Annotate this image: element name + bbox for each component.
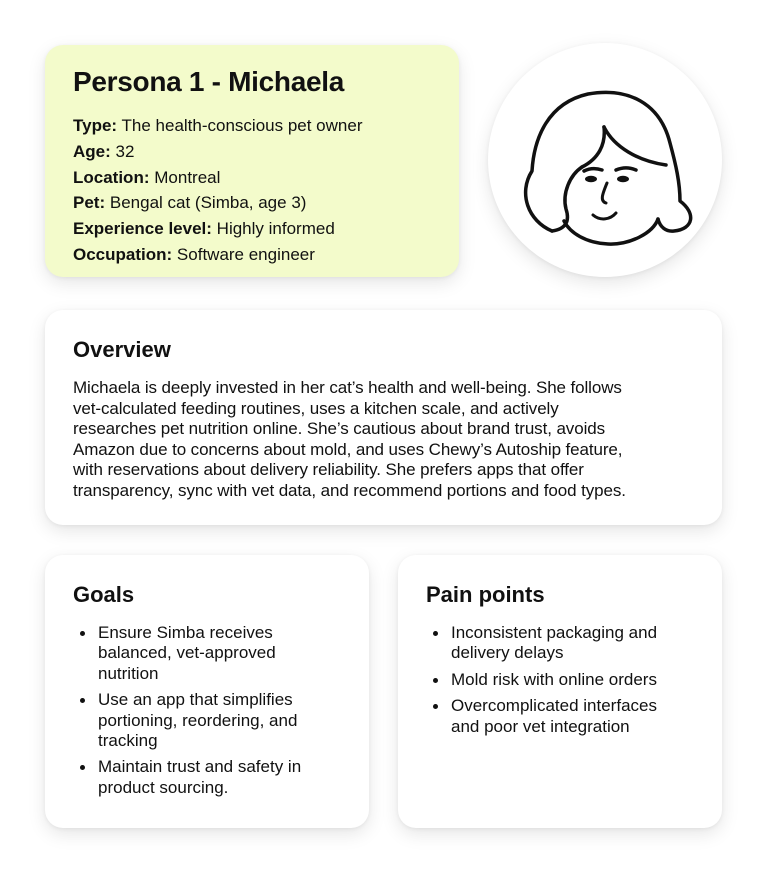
overview-title: Overview xyxy=(73,337,171,362)
bullet-icon xyxy=(433,631,438,636)
overview-line: Michaela is deeply invested in her cat’s health and well-being. She follows xyxy=(73,378,622,397)
list-item: Ensure Simba receives balanced, vet-approved nutrition xyxy=(98,623,341,684)
field-value: Bengal cat (Simba, age 3) xyxy=(109,193,307,213)
pain-points-title: Pain points xyxy=(426,582,545,607)
goals-title: Goals xyxy=(73,582,135,607)
persona-field-experience: Experience level: Highly informed xyxy=(73,219,335,239)
field-label: Age xyxy=(73,141,106,161)
overview-line: transparency, sync with vet data, and recommend portions and food types. xyxy=(73,480,626,500)
overview-line: vet-calculated feeding routines, uses a kitchen scale, and actively xyxy=(73,398,559,418)
goals-list xyxy=(73,623,341,798)
persona-field-age: Age: 32 xyxy=(73,141,135,161)
goals-card xyxy=(45,555,369,828)
persona-field-occupation: Occupation: Software engineer xyxy=(73,244,315,264)
overview-line: Amazon due to concerns about mold, and uses Chewy’s Autoship feature, xyxy=(73,439,623,459)
list-item: Inconsistent packaging and delivery delays xyxy=(451,623,694,664)
list-item: Mold risk with online orders xyxy=(451,670,694,690)
list-item: Use an app that simplifies portioning, reordering, and tracking xyxy=(98,690,341,751)
persona-card xyxy=(45,45,459,277)
bullet-icon xyxy=(80,765,85,770)
bullet-icon xyxy=(80,698,85,703)
field-label: Pet xyxy=(73,193,100,213)
field-label: Experience level xyxy=(73,219,207,239)
persona-title: Persona 1 - Michaela xyxy=(73,66,345,97)
avatar xyxy=(488,43,722,277)
field-value: Montreal xyxy=(154,167,221,187)
overview-line: with reservations about delivery reliability. She prefers apps that offer xyxy=(73,460,584,479)
list-item: Maintain trust and safety in product sourcing. xyxy=(98,757,341,798)
persona-field-location: Location: Montreal xyxy=(73,167,221,187)
bullet-icon xyxy=(433,704,438,709)
bullet-icon xyxy=(433,678,438,683)
field-value: Highly informed xyxy=(216,219,335,239)
persona-field-pet: Pet: Bengal cat (Simba, age 3) xyxy=(73,193,307,213)
persona-field-type: Type: The health-conscious pet owner xyxy=(73,116,363,135)
overview-text xyxy=(73,378,694,501)
field-value: Software engineer xyxy=(176,244,315,264)
overview-line: researches pet nutrition online. She’s cautious about brand trust, avoids xyxy=(73,419,605,438)
overview-card xyxy=(45,310,722,525)
field-label: Location xyxy=(73,167,144,187)
field-value: The health-conscious pet owner xyxy=(121,116,363,135)
pain-points-list xyxy=(426,623,694,737)
woman-face-illustration-icon xyxy=(488,43,722,277)
field-label: Occupation xyxy=(73,244,167,264)
list-item: Overcomplicated interfaces and poor vet integration xyxy=(451,696,694,737)
field-label: Type xyxy=(73,116,112,135)
field-value: 32 xyxy=(115,141,135,161)
pain-points-card xyxy=(398,555,722,828)
bullet-icon xyxy=(80,631,85,636)
